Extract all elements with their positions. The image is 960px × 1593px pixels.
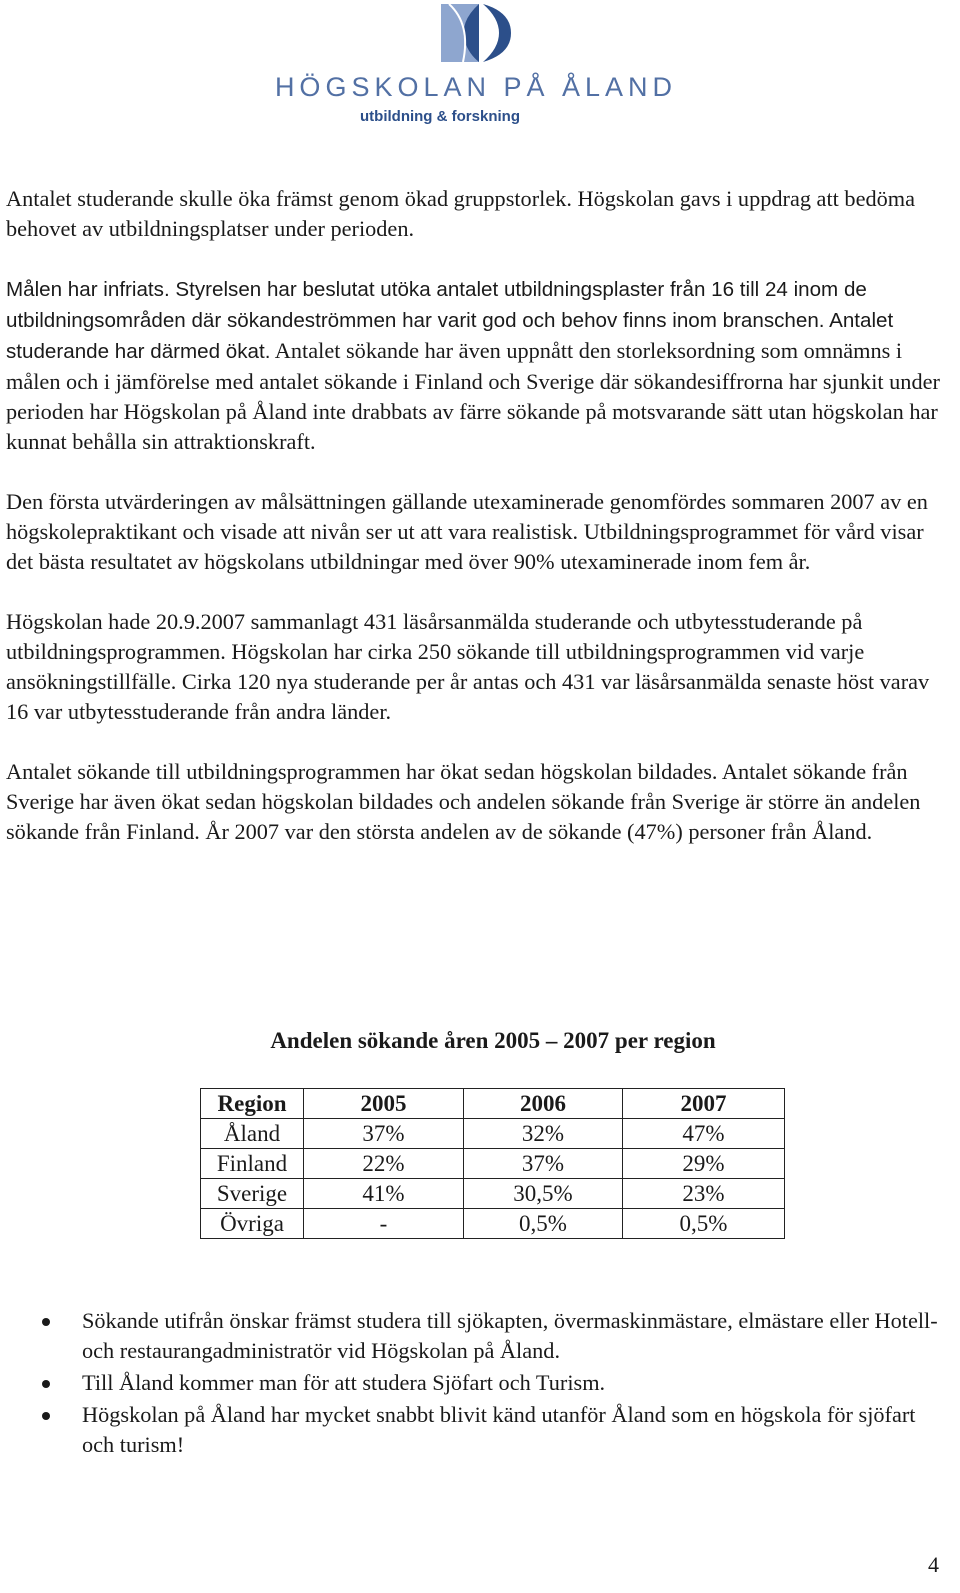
table-cell: 47% <box>623 1119 785 1149</box>
table-cell: Sverige <box>201 1179 304 1209</box>
paragraph-2-sans: Målen har infriats. Styrelsen har beslutat utöka antalet utbildningsplaster från 16 till 24 inom de utbildningsområden där sökandeströmmen har varit god och behov finns inom branschen. Antalet studerande har därmed ökat. <box>6 278 894 363</box>
region-table <box>200 1088 785 1239</box>
table-title: Andelen sökande åren 2005 – 2007 per region <box>270 1028 716 1053</box>
table-cell: 37% <box>464 1149 623 1179</box>
table-cell: 30,5% <box>464 1179 623 1209</box>
logo-tagline: utbildning & forskning <box>360 108 520 125</box>
header-cell: 2005 <box>304 1089 464 1119</box>
document-body <box>6 184 952 847</box>
paragraph-2 <box>6 274 952 457</box>
bullet-icon <box>42 1318 50 1326</box>
header-cell: 2007 <box>623 1089 785 1119</box>
table-cell: 29% <box>623 1149 785 1179</box>
paragraph-2-serif: Antalet sökande har även uppnått den storleksordning som omnämns i målen och i jämförelse med antalet sökande i Finland och Sverige där sökandesiffrorna har sjunkit under perioden har Högskolan på Åland inte drabbats av färre sökande på motsvarande sätt utan högskolan har kunnat behålla sin attraktionskraft. <box>6 338 940 454</box>
table-cell: 0,5% <box>464 1209 623 1239</box>
paragraph-4: Högskolan hade 20.9.2007 sammanlagt 431 läsårsanmälda studerande och utbytesstuderande på utbildningsprogrammen. Högskolan har cirka 250 sökande till utbildningsprogrammen vid varje ansökningstillfälle. Cirka 120 nya studerande per år antas och 431 var läsårsanmälda senaste höst varav 16 var utbytesstuderande från andra länder. <box>6 609 930 724</box>
paragraph-5: Antalet sökande till utbildningsprogrammen har ökat sedan högskolan bildades. Antalet sökande från Sverige har även ökat sedan högskolan bildades och andelen sökande från Sverige är större än andelen sökande från Finland. År 2007 var den största andelen av de sökande (47%) personer från Åland. <box>6 759 921 844</box>
table-cell: 0,5% <box>623 1209 785 1239</box>
list-item <box>0 1306 940 1366</box>
paragraph-3: Den första utvärderingen av målsättningen gällande utexaminerade genomfördes sommaren 2007 av en högskolepraktikant och visade att nivån ser ut att vara realistisk. Utbildningsprogrammet för vård visar det bästa resultatet av högskolans utbildningar med över 90% utexaminerade inom fem år. <box>6 489 928 574</box>
table-row <box>201 1119 785 1149</box>
table-cell: Finland <box>201 1149 304 1179</box>
list-item-text: Till Åland kommer man för att studera Sjöfart och Turism. <box>82 1370 606 1395</box>
bullet-icon <box>42 1412 50 1420</box>
table-cell: Övriga <box>201 1209 304 1239</box>
logo-emblem-icon <box>439 2 513 64</box>
table-cell: 22% <box>304 1149 464 1179</box>
table-cell: Åland <box>201 1119 304 1149</box>
paragraph-1: Antalet studerande skulle öka främst genom ökad gruppstorlek. Högskolan gavs i uppdrag att bedöma behovet av utbildningsplatser under perioden. <box>6 186 916 241</box>
table-row <box>201 1149 785 1179</box>
list-item <box>0 1400 940 1460</box>
list-item-text: Sökande utifrån önskar främst studera till sjökapten, övermaskinmästare, elmästare eller Hotell- och restaurangadministratör vid Högskolan på Åland. <box>82 1308 938 1363</box>
table-cell: - <box>304 1209 464 1239</box>
list-item <box>0 1368 940 1398</box>
bullet-list <box>0 1306 940 1462</box>
table-row <box>201 1179 785 1209</box>
page-number: 4 <box>928 1552 939 1577</box>
table-cell: 41% <box>304 1179 464 1209</box>
table-cell: 32% <box>464 1119 623 1149</box>
logo <box>226 2 736 126</box>
table-cell: 37% <box>304 1119 464 1149</box>
table-cell: 23% <box>623 1179 785 1209</box>
table-header-row <box>201 1089 785 1119</box>
list-item-text: Högskolan på Åland har mycket snabbt blivit känd utanför Åland som en högskola för sjöfart och turism! <box>82 1402 916 1457</box>
logo-name: HÖGSKOLAN PÅ ÅLAND <box>274 72 678 102</box>
header-cell: Region <box>201 1089 304 1119</box>
bullet-icon <box>42 1380 50 1388</box>
header-cell: 2006 <box>464 1089 623 1119</box>
table-row <box>201 1209 785 1239</box>
